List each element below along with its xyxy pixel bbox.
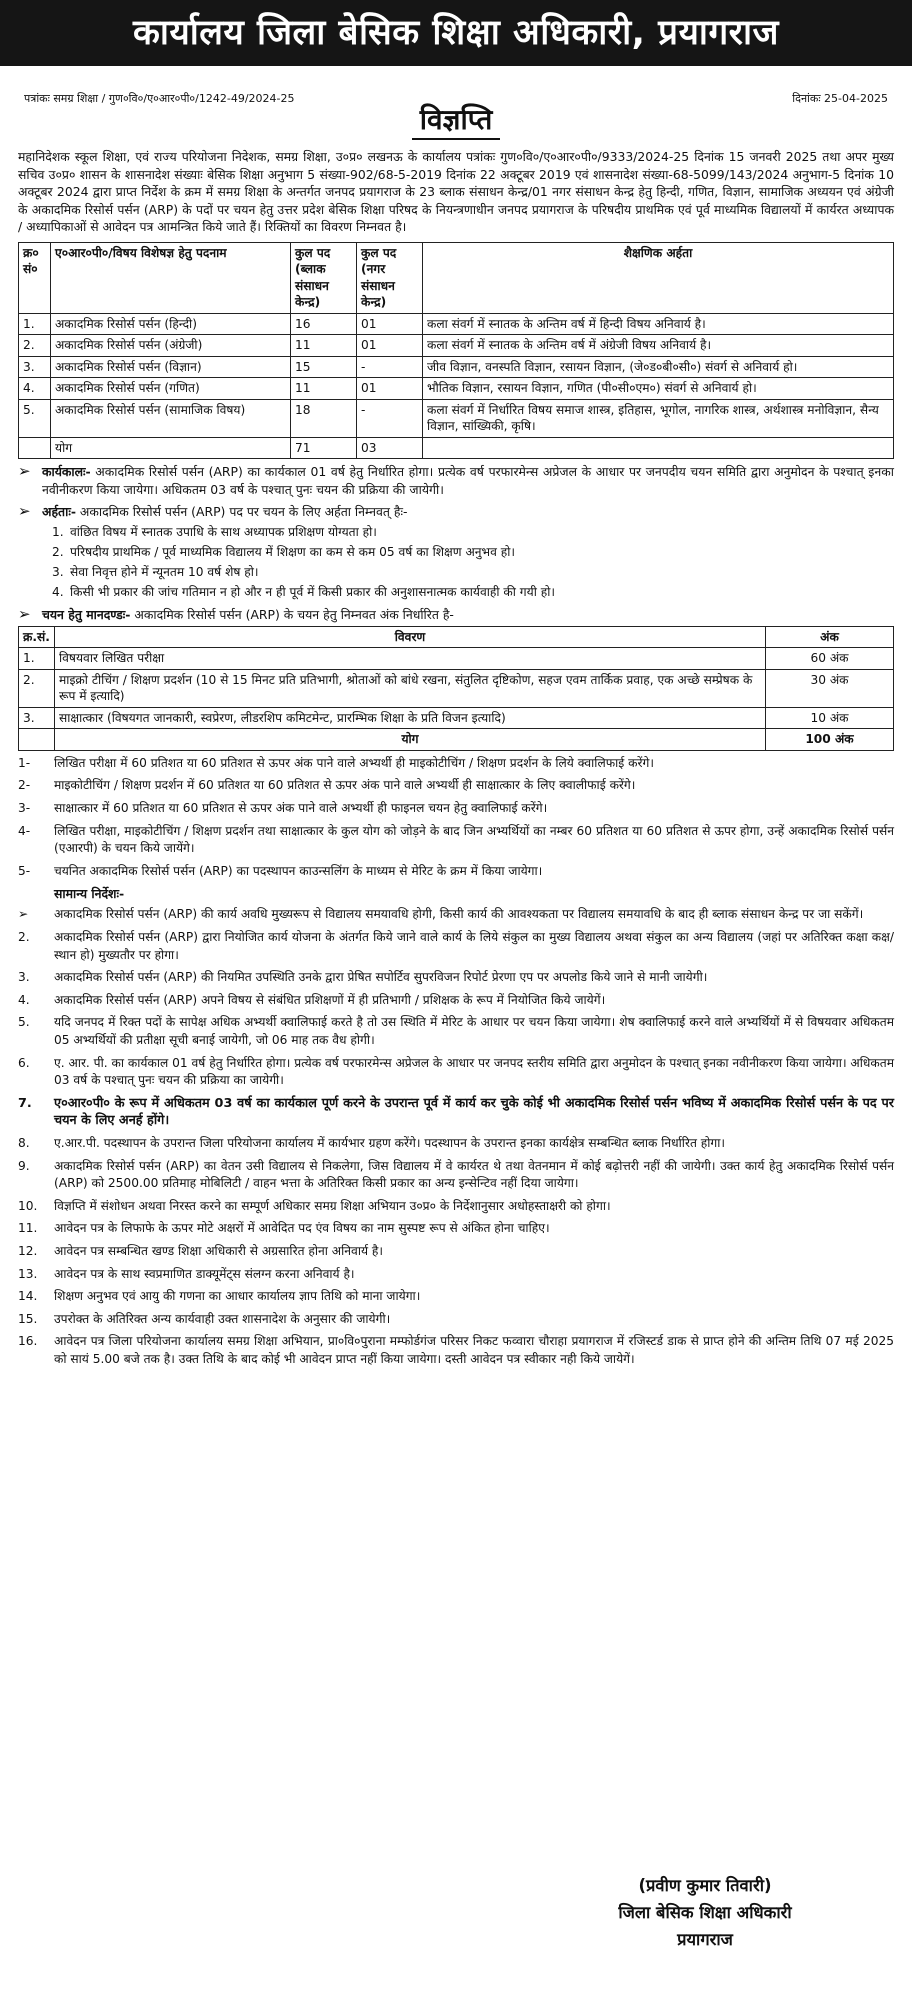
- instruction-number: 3.: [18, 970, 30, 985]
- general-instruction-item: [18, 1266, 894, 1284]
- total-label: योग: [51, 437, 291, 459]
- instruction-text: आवेदन पत्र के लिफाफे के ऊपर मोटे अक्षरों में आवेदित पद एंव विषय का नाम सुस्पष्ट रूप से अंकित होना चाहिए।: [54, 1221, 550, 1236]
- vacancy-row: [19, 335, 894, 357]
- vacancy-row: [19, 399, 894, 437]
- eligibility-item-number: 2.: [52, 545, 64, 560]
- vacancy-table-header: [19, 242, 894, 313]
- serial-cell: 5.: [19, 399, 51, 437]
- post-cell: अकादमिक रिसोर्स पर्सन (हिन्दी): [51, 313, 291, 335]
- post-cell: अकादमिक रिसोर्स पर्सन (विज्ञान): [51, 356, 291, 378]
- eligibility-list: [18, 522, 894, 602]
- arrow-bullet-icon: ➢: [18, 462, 31, 481]
- marks-row: [19, 707, 894, 729]
- general-instruction-item: [18, 1220, 894, 1238]
- city-posts-cell: 01: [357, 313, 423, 335]
- general-instruction-item: [18, 1014, 894, 1049]
- selection-rule-item: [18, 823, 894, 858]
- eligibility-item: [52, 582, 894, 602]
- qualification-cell: कला संवर्ग में स्नातक के अन्तिम वर्ष में अंग्रेजी विषय अनिवार्य है।: [423, 335, 894, 357]
- vacancy-rows: [19, 313, 894, 437]
- general-instruction-item: [18, 969, 894, 987]
- arrow-bullet-icon: ➢: [18, 907, 29, 922]
- tenure-text: अकादमिक रिसोर्स पर्सन (ARP) का कार्यकाल 01 वर्ष हेतु निर्धारित होगा। प्रत्येक वर्ष परफारमेन्स अप्रेजल के आधार पर जनपदीय चयन समिति द्वारा अनुमोदन के पश्चात् इनका नवीनीकरण किया जायेगा। अधिकतम 03 वर्ष के पश्चात् पुनः चयन की प्रक्रिया की जायेगी।: [42, 464, 894, 498]
- rule-text: लिखित परीक्षा, माइकोटीचिंग / शिक्षण प्रदर्शन तथा साक्षात्कार के कुल योग को जोड़ने के बाद जिन अभ्यर्थियों का नम्बर 60 प्रतिशत या 60 प्रतिशत से ऊपर होगा, उन्हें अकादमिक रिसोर्स पर्सन (एआरपी) के चयन किये जायेंगे।: [54, 823, 894, 856]
- col-header-block-posts: कुल पद (ब्लाक संसाधन केन्द्र): [291, 242, 357, 313]
- qualification-cell: कला संवर्ग में निर्धारित विषय समाज शास्त्र, इतिहास, भूगोल, नागरिक शास्त्र, अर्थशास्त्र मनोविज्ञान, सैन्य विज्ञान, सांख्यिकी, कृषि।: [423, 399, 894, 437]
- selection-rule-item: [18, 863, 894, 881]
- rule-text: साक्षात्कार में 60 प्रतिशत या 60 प्रतिशत से ऊपर अंक पाने वाले अभ्यर्थी ही फाइनल चयन हेतु क्वालिफाई करेंगे।: [54, 801, 548, 816]
- eligibility-item: [52, 522, 894, 542]
- marks-table: [18, 626, 894, 751]
- description-cell: माइक्रो टीचिंग / शिक्षण प्रदर्शन (10 से 15 मिनट प्रति प्रतिभागी, श्रोताओं को बांधे रखना, संतुलित दृष्टिकोण, सहज एवम तार्किक प्रवाह, एक अच्छे सम्प्रेषक के रूप में इत्यादि): [55, 669, 766, 707]
- col-header-qualification: शैक्षणिक अर्हता: [423, 242, 894, 313]
- eligibility-item-number: 4.: [52, 585, 64, 600]
- selection-rule-item: [18, 800, 894, 818]
- marks-table-header: [19, 626, 894, 648]
- vacancy-row: [19, 313, 894, 335]
- block-posts-cell: 11: [291, 335, 357, 357]
- instruction-text: आवेदन पत्र के साथ स्वप्रमाणित डाक्यूमेंट्स संलग्न करना अनिवार्य है।: [54, 1266, 355, 1281]
- serial-cell: 4.: [19, 378, 51, 400]
- marks-total-row: [19, 729, 894, 751]
- office-title-banner: कार्यालय जिला बेसिक शिक्षा अधिकारी, प्रयागराज: [0, 0, 912, 66]
- instruction-number: 8.: [18, 1135, 30, 1150]
- general-instruction-item: [18, 1198, 894, 1216]
- instruction-text: ए०आर०पी० के रूप में अधिकतम 03 वर्ष का कार्यकाल पूर्ण करने के उपरान्त पूर्व में कार्य कर चुके कोई भी अकादमिक रिसोर्स पर्सन भविष्य में अकादमिक रिसोर्स पर्सन के पद पर चयन के लिए अनर्ह होंगे।: [54, 1095, 894, 1129]
- rule-number: 2-: [18, 778, 31, 793]
- general-instruction-item: [18, 1135, 894, 1153]
- instruction-text: ए. आर. पी. का कार्यकाल 01 वर्ष हेतु निर्धारित होगा। प्रत्येक वर्ष परफारमेन्स अप्रेजल के आधार पर जनपद स्तरीय समिति द्वारा अनुमोदन के पश्चात् इनका नवीनीकरण किया जायेगा। अधिकतम 03 वर्ष के पश्चात् पुनः चयन की प्रक्रिया का जायेगी।: [54, 1055, 894, 1088]
- instruction-text: ए.आर.पी. पदस्थापन के उपरान्त जिला परियोजना कार्यालय में कार्यभार ग्रहण करेंगे। पदस्थापन के उपरान्त इनका कार्यक्षेत्र सम्बन्धित ब्लाक निर्धारित होगा।: [54, 1135, 726, 1150]
- city-posts-cell: -: [357, 356, 423, 378]
- post-cell: अकादमिक रिसोर्स पर्सन (गणित): [51, 378, 291, 400]
- eligibility-item-text: वांछित विषय में स्नातक उपाधि के साथ अध्यापक प्रशिक्षण योग्यता हो।: [70, 525, 377, 540]
- instruction-text: अकादमिक रिसोर्स पर्सन (ARP) अपने विषय से संबंधित प्रशिक्षणों में ही प्रतिभागी / प्रशिक्षक के रूप में नियोजित किये जायेगें।: [54, 992, 606, 1007]
- marks-row: [19, 648, 894, 670]
- serial-cell: 3.: [19, 707, 55, 729]
- eligibility-label: अर्हताः-: [42, 503, 76, 519]
- col-header-serial: क्र० सं०: [19, 242, 51, 313]
- col-header-city-posts: कुल पद (नगर संसाधन केन्द्र): [357, 242, 423, 313]
- description-cell: विषयवार लिखित परीक्षा: [55, 648, 766, 670]
- marks-rows: [19, 648, 894, 729]
- instruction-number: 12.: [18, 1243, 38, 1258]
- instruction-number: 9.: [18, 1158, 30, 1173]
- qualification-cell: भौतिक विज्ञान, रसायन विज्ञान, गणित (पी०सी०एम०) संवर्ग से अनिवार्य हो।: [423, 378, 894, 400]
- instruction-number: 14.: [18, 1289, 38, 1304]
- serial-cell: 2.: [19, 669, 55, 707]
- instruction-text: अकादमिक रिसोर्स पर्सन (ARP) का वेतन उसी विद्यालय से निकलेगा, जिस विद्यालय में वे कार्यरत थे तथा वेतनमान में कोई बढ़ोत्तरी नहीं की जायेगी। उक्त कार्य हेतु अकादमिक रिसोर्स पर्सन (ARP) को 2500.00 प्रतिमाह मोबिलिटी / वाहन भत्ता के अतिरिक्त किसी प्रकार का अन्य इन्सेन्टिव नहीं दिया जायेगा।: [54, 1158, 894, 1191]
- total-block-posts: 71: [291, 437, 357, 459]
- total-city-posts: 03: [357, 437, 423, 459]
- serial-cell: 1.: [19, 313, 51, 335]
- post-cell: अकादमिक रिसोर्स पर्सन (अंग्रेजी): [51, 335, 291, 357]
- tenure-label: कार्यकालः-: [42, 464, 91, 480]
- marks-cell: 10 अंक: [766, 707, 894, 729]
- criteria-label: चयन हेतु मानदण्डः-: [42, 607, 131, 623]
- tenure-section: [18, 463, 894, 498]
- block-posts-cell: 16: [291, 313, 357, 335]
- letter-date: दिनांकः 25-04-2025: [792, 92, 888, 105]
- criteria-text: अकादमिक रिसोर्स पर्सन (ARP) के चयन हेतु निम्नवत अंक निर्धारित है-: [130, 607, 454, 623]
- letter-number: पत्रांकः समग्र शिक्षा / गुण०वि०/ए०आर०पी०/1242-49/2024-25: [24, 92, 295, 105]
- general-instruction-item: [18, 929, 894, 964]
- instruction-number: 15.: [18, 1311, 38, 1326]
- signatory-place: प्रयागराज: [677, 1930, 733, 1949]
- selection-rule-item: [18, 777, 894, 795]
- serial-cell: 2.: [19, 335, 51, 357]
- eligibility-item-text: सेवा निवृत्त होने में न्यूनतम 10 वर्ष शेष हो।: [70, 565, 259, 580]
- instruction-number: 13.: [18, 1266, 38, 1281]
- col-header-serial: क्र.सं.: [19, 626, 55, 648]
- general-instruction-item: [18, 1311, 894, 1329]
- marks-cell: 30 अंक: [766, 669, 894, 707]
- selection-rule-item: [18, 755, 894, 773]
- general-instructions-heading: सामान्य निर्देशः-: [54, 886, 125, 902]
- eligibility-item-text: परिषदीय प्राथमिक / पूर्व माध्यमिक विद्यालय में शिक्षण का कम से कम 05 वर्ष का शिक्षण अनुभव हो।: [70, 545, 515, 560]
- instruction-text: यदि जनपद में रिक्त पदों के सापेक्ष अधिक अभ्यर्थी क्वालिफाई करते है तो उस स्थिति में मेरिट के आधार पर चयन किया जायेगा। शेष क्वालिफाई करने वाले अभ्यर्थियों में से विषयवार अधिकतम 05 अभ्यर्थियों की प्रतीक्षा सूची बनाई जायेगी, जो 06 माह तक वैध होगी।: [54, 1015, 895, 1047]
- instruction-number: 7.: [18, 1095, 32, 1111]
- eligibility-item-text: किसी भी प्रकार की जांच गतिमान न हो और न ही पूर्व में किसी प्रकार की अनुशासनात्मक कार्यवाही की गयी हो।: [70, 585, 556, 600]
- instruction-number: 6.: [18, 1055, 30, 1070]
- serial-cell: 1.: [19, 648, 55, 670]
- general-instruction-item: [18, 1243, 894, 1261]
- marks-total-value: 100 अंक: [766, 729, 894, 751]
- instruction-number: 5.: [18, 1015, 30, 1030]
- rule-number: 3-: [18, 801, 31, 816]
- marks-row: [19, 669, 894, 707]
- general-instruction-item: [18, 1158, 894, 1193]
- qualification-cell: जीव विज्ञान, वनस्पति विज्ञान, रसायन विज्ञान, (जे०ड०बी०सी०) संवर्ग से अनिवार्य हो।: [423, 356, 894, 378]
- eligibility-section: [18, 503, 894, 521]
- signatory-name: (प्रवीण कुमार तिवारी): [638, 1876, 772, 1895]
- rule-number: 4-: [18, 823, 31, 838]
- marks-total-label: योग: [55, 729, 766, 751]
- intro-paragraph: महानिदेशक स्कूल शिक्षा, एवं राज्य परियोजना निदेशक, समग्र शिक्षा, उ०प्र० लखनऊ के कार्यालय पत्रांकः गुण०वि०/ए०आर०पी०/9333/2024-25 दिनांक 15 जनवरी 2025 तथा अपर मुख्य सचिव उ०प्र० शासन के शासनादेश संख्याः बेसिक शिक्षा अनुभाग 5 संख्या-902/68-5-2019 दिनांक 22 अक्टूबर 2019 एवं शासनादेश संख्या-68-5099/143/2024 अनुभाग-5 दिनांक 10 अक्टूबर 2024 द्वारा प्राप्त निर्देश के क्रम में समग्र शिक्षा के अन्तर्गत जनपद प्रयागराज के 23 ब्लाक संसाधन केन्द्र/01 नगर संसाधन केन्द्र हेतु हिन्दी, गणित, विज्ञान, सामाजिक अध्ययन एवं अंग्रेजी के अकादमिक रिसोर्स पर्सन (ARP) के पदों पर चयन हेतु उत्तर प्रदेश बेसिक शिक्षा परिषद के नियन्त्रणाधीन जनपद प्रयागराज के परिषदीय प्राथमिक एवं पूर्व माध्यमिक विद्यालयों में कार्यरत अध्यापक / अध्यापिकाओं से आवेदन पत्र आमन्त्रित किये जाते हैं। रिक्तियों का विवरण निम्नवत है।: [18, 149, 894, 235]
- signatory-designation: जिला बेसिक शिक्षा अधिकारी: [618, 1903, 792, 1922]
- eligibility-item: [52, 562, 894, 582]
- instruction-text: अकादमिक रिसोर्स पर्सन (ARP) की नियमित उपस्थिति उनके द्वारा प्रेषित सपोर्टिव सुपरविजन रिपोर्ट प्रेरणा एप पर अपलोड किये जाने से मानी जायेगी।: [54, 970, 708, 985]
- instruction-text: विज्ञप्ति में संशोधन अथवा निरस्त करने का सम्पूर्ण अधिकार समग्र शिक्षा अभियान उ०प्र० के निर्देशानुसार अधोहस्ताक्षरी को होगा।: [54, 1198, 611, 1213]
- vacancy-row: [19, 378, 894, 400]
- notice-title: विज्ञप्ति: [18, 102, 894, 140]
- criteria-section: [18, 606, 894, 624]
- instruction-text: आवेदन पत्र जिला परियोजना कार्यालय समग्र शिक्षा अभियान, प्रा०वि०पुराना मम्फोर्डगंज परिसर निकट फव्वारा चौराहा प्रयागराज में रजिस्टर्ड डाक से प्राप्त होने की अन्तिम तिथि 07 मई 2025 को सायं 5.00 बजे तक है। उक्त तिथि के बाद कोई भी आवेदन प्राप्त नहीं किया जायेगा। दस्ती आवेदन पत्र स्वीकार नही किये जायेगें।: [54, 1334, 894, 1366]
- vacancy-row: [19, 356, 894, 378]
- eligibility-item-number: 3.: [52, 565, 64, 580]
- eligibility-item: [52, 542, 894, 562]
- block-posts-cell: 18: [291, 399, 357, 437]
- marks-cell: 60 अंक: [766, 648, 894, 670]
- general-instruction-item: [18, 1333, 894, 1368]
- city-posts-cell: -: [357, 399, 423, 437]
- post-cell: अकादमिक रिसोर्स पर्सन (सामाजिक विषय): [51, 399, 291, 437]
- general-instruction-item: [18, 1055, 894, 1090]
- vacancy-table: [18, 242, 894, 460]
- eligibility-item-number: 1.: [52, 525, 64, 540]
- instruction-text: अकादमिक रिसोर्स पर्सन (ARP) की कार्य अवधि मुख्यरूप से विद्यालय समयावधि होगी, किसी कार्य की आवश्यकता पर विद्यालय समयावधि के बाद ही ब्लाक संसाधन केन्द्र पर जा सकेंगें।: [54, 907, 864, 922]
- instruction-text: आवेदन पत्र सम्बन्धित खण्ड शिक्षा अधिकारी से अग्रसारित होना अनिवार्य है।: [54, 1243, 384, 1258]
- block-posts-cell: 15: [291, 356, 357, 378]
- rule-text: माइकोटीचिंग / शिक्षण प्रदर्शन में 60 प्रतिशत या 60 प्रतिशत से ऊपर अंक पाने वाले अभ्यर्थी ही साक्षात्कार के लिए क्वालीफाई करेंगे।: [54, 778, 636, 793]
- rule-text: चयनित अकादमिक रिसोर्स पर्सन (ARP) का पदस्थापन काउन्सलिंग के माध्यम से मेरिट के क्रम में किया जायेगा।: [54, 863, 543, 878]
- serial-cell: 3.: [19, 356, 51, 378]
- general-instruction-item: [18, 1288, 894, 1306]
- instruction-text: शिक्षण अनुभव एवं आयु की गणना का आधार कार्यालय ज्ञाप तिथि को माना जायेगा।: [54, 1289, 421, 1304]
- rule-number: 1-: [18, 755, 31, 770]
- signature-block: [575, 1872, 835, 1953]
- general-instruction-item: [18, 906, 894, 924]
- eligibility-text: अकादमिक रिसोर्स पर्सन (ARP) पद पर चयन के लिए अर्हता निम्नवत् हैः-: [75, 503, 408, 519]
- rule-number: 5-: [18, 863, 31, 878]
- col-header-description: विवरण: [55, 626, 766, 648]
- instruction-number: 16.: [18, 1334, 38, 1349]
- instruction-number: 10.: [18, 1198, 38, 1213]
- city-posts-cell: 01: [357, 378, 423, 400]
- instruction-number: 11.: [18, 1221, 38, 1236]
- col-header-post: ए०आर०पी०/विषय विशेषज्ञ हेतु पदनाम: [51, 242, 291, 313]
- general-instructions-list: [18, 906, 894, 1368]
- vacancy-total-row: [19, 437, 894, 459]
- general-instruction-item: [18, 1095, 894, 1130]
- instruction-number: 2.: [18, 930, 30, 944]
- general-instruction-item: [18, 992, 894, 1010]
- qualification-cell: कला संवर्ग में स्नातक के अन्तिम वर्ष में हिन्दी विषय अनिवार्य है।: [423, 313, 894, 335]
- block-posts-cell: 11: [291, 378, 357, 400]
- instruction-text: उपरोक्त के अतिरिक्त अन्य कार्यवाही उक्त शासनादेश के अनुसार की जायेगी।: [54, 1311, 391, 1326]
- instruction-text: अकादमिक रिसोर्स पर्सन (ARP) द्वारा नियोजित कार्य योजना के अंतर्गत किये जाने वाले कार्य के लिये संकुल का मुख्य विद्यालय अथवा संकुल का अन्य विद्यालय (जहां पर अतिरिक्त कक्षा कक्ष/स्थान हो) मुख्यतौर पर होगा।: [54, 930, 894, 962]
- description-cell: साक्षात्कार (विषयगत जानकारी, स्वप्रेरण, लीडरशिप कमिटमेन्ट, प्रारम्भिक शिक्षा के प्रति विजन इत्यादि): [55, 707, 766, 729]
- rule-text: लिखित परीक्षा में 60 प्रतिशत या 60 प्रतिशत से ऊपर अंक पाने वाले अभ्यर्थी ही माइकोटीचिंग / शिक्षण प्रदर्शन के लिये क्वालिफाई करेंगे।: [54, 755, 654, 770]
- selection-rules-list: [18, 755, 894, 881]
- arrow-bullet-icon: ➢: [18, 605, 31, 624]
- city-posts-cell: 01: [357, 335, 423, 357]
- col-header-marks: अंक: [766, 626, 894, 648]
- instruction-number: 4.: [18, 992, 30, 1007]
- arrow-bullet-icon: ➢: [18, 501, 31, 520]
